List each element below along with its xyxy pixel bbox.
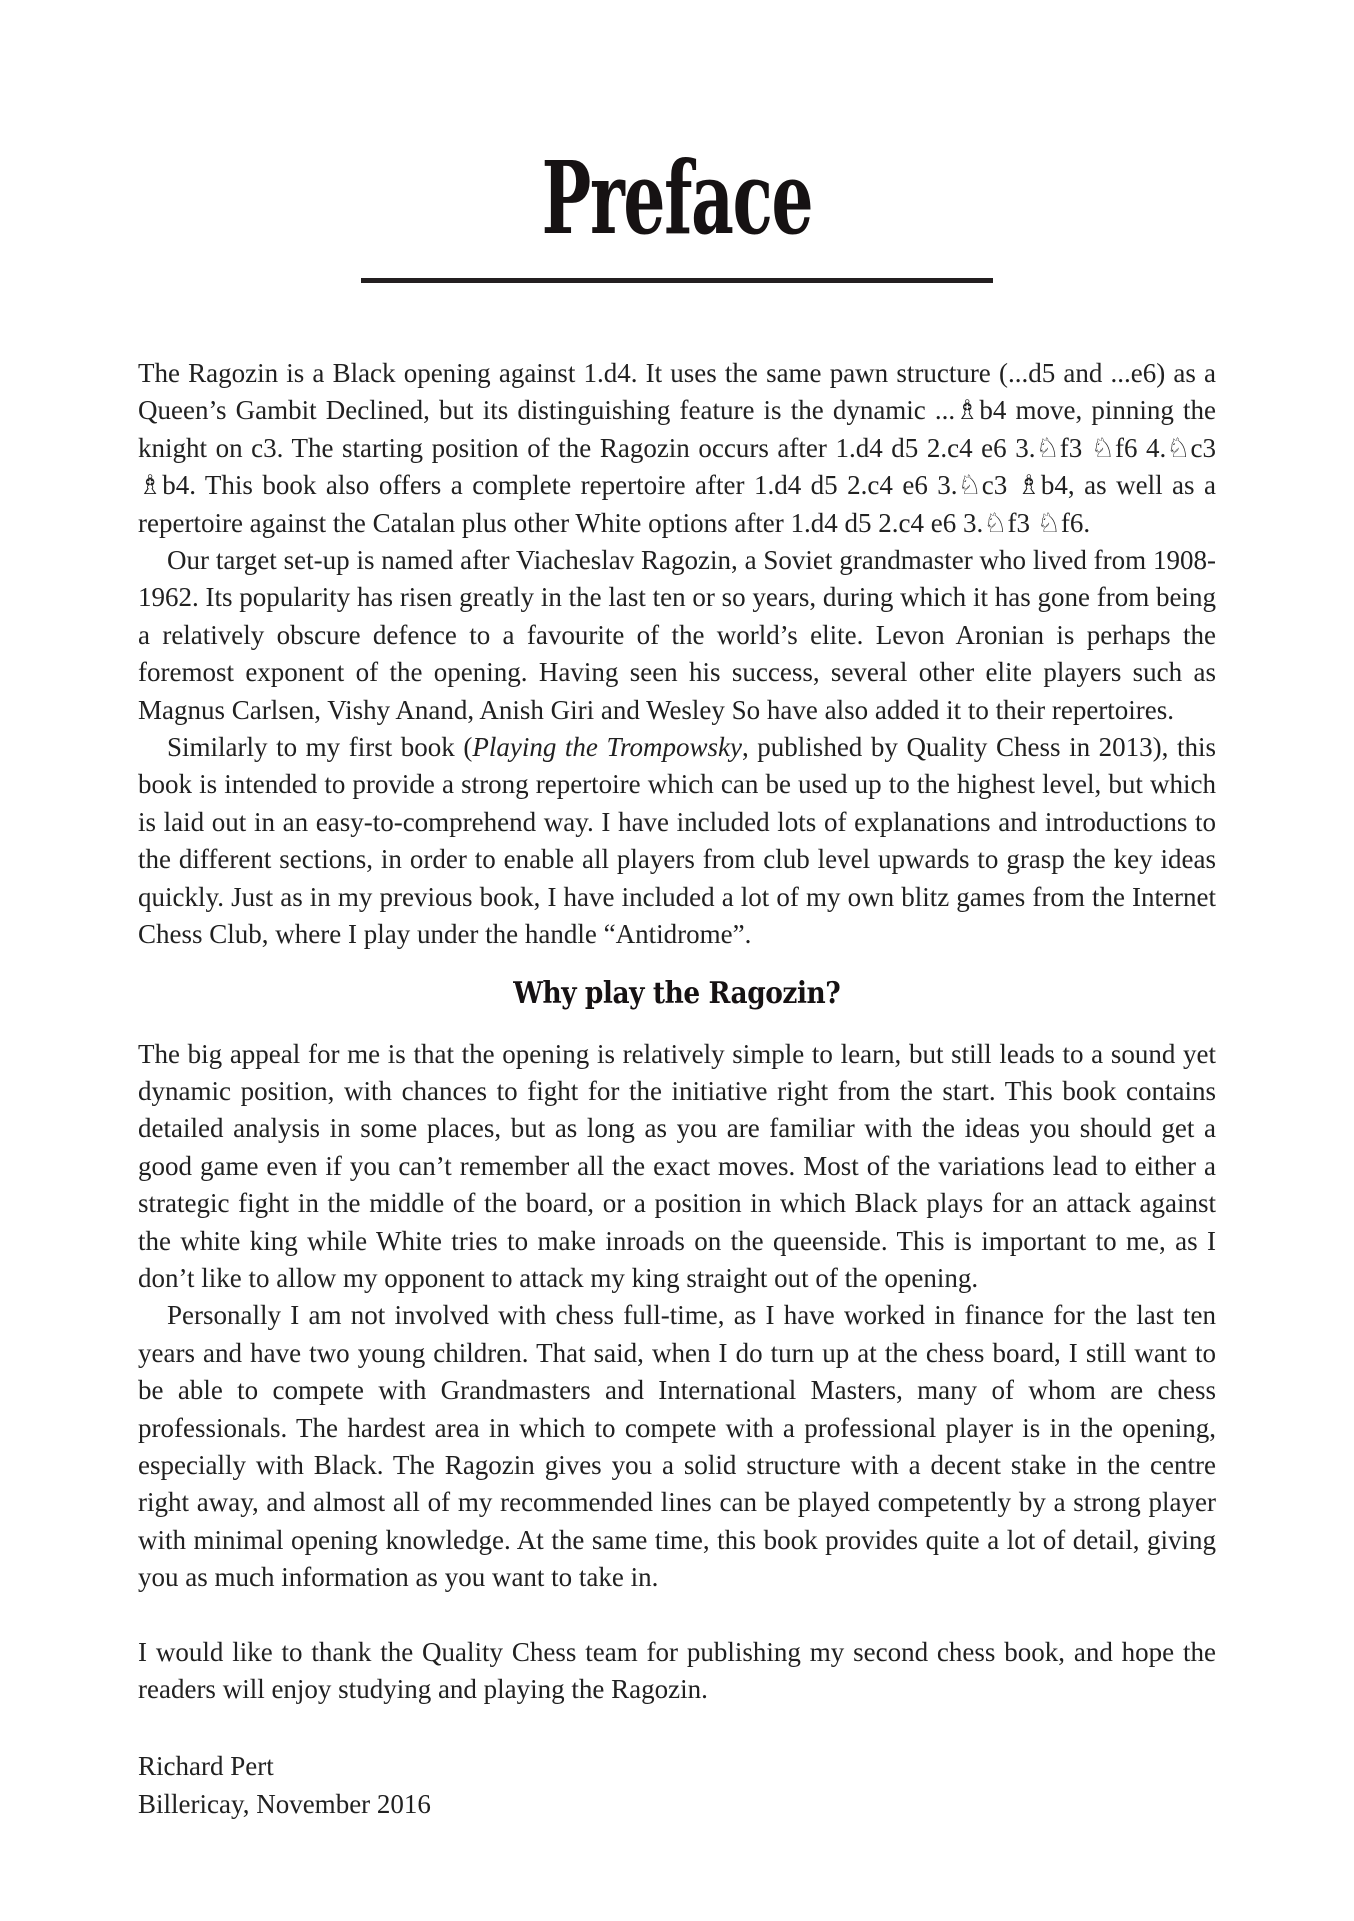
title-rule xyxy=(361,278,993,283)
section-heading-block xyxy=(138,974,1216,1014)
referenced-book-title: Playing the Trompowsky xyxy=(472,732,742,763)
why-paragraph-2: Personally I am not involved with chess full-time, as I have worked in finance for the last ten years and have two young children. That said, when I do turn up at the chess board, I still want to be able to compete with Grandmasters and International Masters, many of whom are chess professionals. The hardest area in which to compete with a professional player is in the opening, especially with Black. The Ragozin gives you a solid structure with a decent stake in the centre right away, and almost all of my recommended lines can be played competently by a strong player with minimal opening knowledge. At the same time, this book provides quite a lot of detail, giving you as much information as you want to take in. xyxy=(138,1300,1216,1593)
signature-place-date: Billericay, November 2016 xyxy=(138,1788,431,1819)
page-content xyxy=(138,355,1216,1823)
intro-paragraph-3-pre: Similarly to my first book ( xyxy=(167,732,473,763)
closing-paragraph: I would like to thank the Quality Chess team for publishing my second chess book, and hope the readers will enjoy studying and playing the Ragozin. xyxy=(138,1636,1216,1704)
intro-paragraph-3 xyxy=(138,729,1216,953)
intro-paragraph-2: Our target set-up is named after Viacheslav Ragozin, a Soviet grandmaster who lived from 1908-1962. Its popularity has risen greatly in the last ten or so years, during which it has gone from being a relatively obscure defence to a favourite of the world’s elite. Levon Aronian is perhaps the foremost exponent of the opening. Having seen his success, several other elite players such as Magnus Carlsen, Vishy Anand, Anish Giri and Wesley So have also added it to their repertoires. xyxy=(138,545,1216,725)
signature-block xyxy=(138,1748,1216,1823)
intro-paragraph-1: The Ragozin is a Black opening against 1.d4. It uses the same pawn structure (...d5 and ...e6) as a Queen’s Gambit Declined, but its distinguishing feature is the dynamic ...♗b4 move, pinning the knight on c3. The starting position of the Ragozin occurs after 1.d4 d5 2.c4 e6 3.♘f3 ♘f6 4.♘c3 ♗b4. This book also offers a complete repertoire after 1.d4 d5 2.c4 e6 3.♘c3 ♗b4, as well as a repertoire against the Catalan plus other White options after 1.d4 d5 2.c4 e6 3.♘f3 ♘f6. xyxy=(138,358,1216,538)
why-paragraph-1: The big appeal for me is that the opening is relatively simple to learn, but still leads to a sound yet dynamic position, with chances to fight for the initiative right from the start. This book contains detailed analysis in some places, but as long as you are familiar with the ideas you should get a good game even if you can’t remember all the exact moves. Most of the variations lead to either a strategic fight in the middle of the board, or a position in which Black plays for an attack against the white king while White tries to make inroads on the queenside. This is important to me, as I don’t like to allow my opponent to attack my king straight out of the opening. xyxy=(138,1038,1216,1293)
title-block xyxy=(0,0,1354,257)
signature-name: Richard Pert xyxy=(138,1751,274,1782)
why-section xyxy=(138,1036,1216,1597)
intro-paragraph-3-post: , published by Quality Chess in 2013), this book is intended to provide a strong repertoire which can be used up to the highest level, but which is laid out in an easy-to-comprehend way. I have included lots of explanations and introductions to the different sections, in order to enable all players from club level upwards to grasp the key ideas quickly. Just as in my previous book, I have included a lot of my own blitz games from the Internet Chess Club, where I play under the handle “Antidrome”. xyxy=(138,732,1216,950)
section-heading: Why play the Ragozin? xyxy=(513,975,841,1011)
page-title: Preface xyxy=(541,139,813,257)
intro-section xyxy=(138,355,1216,954)
